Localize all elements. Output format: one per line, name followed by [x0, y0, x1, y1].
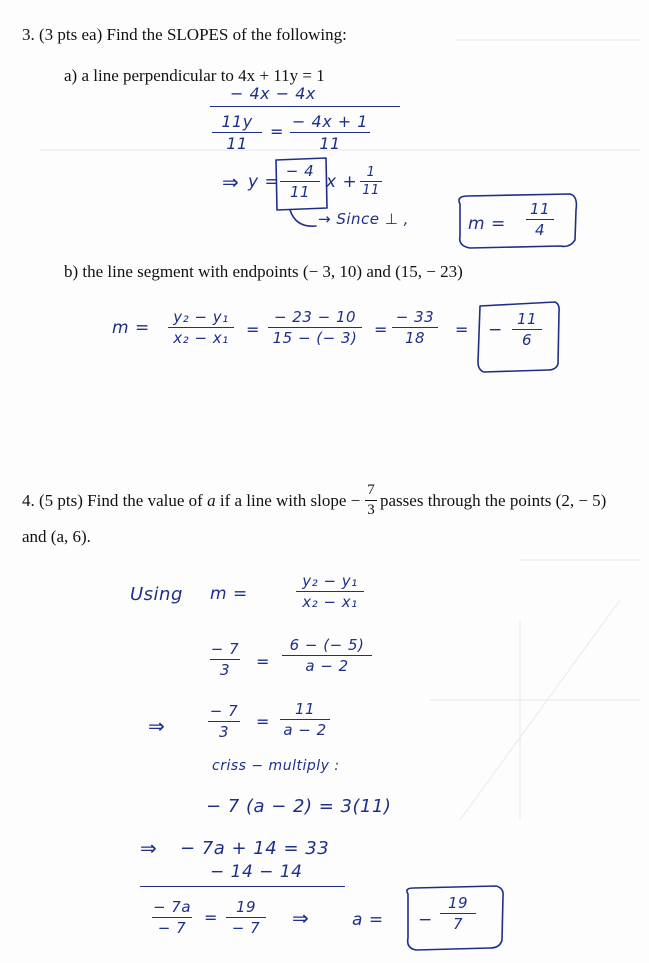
work-4-arrow1: ⇒ [148, 714, 166, 738]
work-4-step2-rhs: 6 − (− 5) a − 2 [282, 636, 372, 675]
work-a-lhs-fraction [212, 112, 262, 153]
work-b-m-equals: m = [112, 318, 150, 338]
work-4-answer-fraction [440, 894, 476, 933]
q4-line1-post: passes through the points (2, − 5) [380, 491, 607, 510]
work-b-sub-den: 15 − (− 3) [272, 329, 358, 347]
q3-part-a: a) a line perpendicular to 4x + 11y = 1 [64, 66, 325, 85]
work-4-m-equals: m = [210, 584, 248, 604]
work-a-lhs-num: 11y [221, 112, 253, 131]
work-b-eq2: = [374, 320, 388, 339]
q4-var-a: a [207, 491, 216, 510]
work-a-subtract-row: − 4x − 4x [230, 84, 316, 103]
work-a-rhs-fraction [290, 112, 370, 153]
work-a-divider [210, 106, 400, 107]
work-4-step5: − 7a + 14 = 33 [180, 838, 330, 859]
work-4-answer-den: 7 [452, 915, 464, 933]
work-b-formula-num: y₂ − y₁ [173, 308, 229, 326]
work-b-eq1: = [246, 320, 260, 339]
work-b-simplified-den: 18 [404, 329, 426, 347]
q4-slope-den: 3 [367, 502, 375, 518]
work-a-rhs-num: − 4x + 1 [292, 112, 368, 131]
q4-line1-mid: if a line with slope − [215, 491, 361, 510]
work-4-a-equals: a = [352, 910, 384, 930]
work-a-answer-den: 4 [534, 221, 546, 239]
work-4-step2-eq: = [256, 652, 270, 671]
work-4-arrow3: ⇒ [292, 906, 310, 930]
work-b-answer-sign: − [488, 320, 503, 340]
work-4-cross-multiply: criss − multiply : [212, 758, 340, 774]
work-4-answer-sign: − [418, 910, 433, 930]
q4-line2: and (a, 6). [22, 527, 91, 546]
work-4-step7-eq: = [204, 908, 218, 927]
work-b-formula-den: x₂ − x₁ [173, 329, 229, 347]
work-b-sub-num: − 23 − 10 [273, 308, 357, 326]
q3-part-b: b) the line segment with endpoints (− 3, 10) and (15, − 23) [64, 262, 463, 281]
work-b-simplified-fraction [392, 308, 438, 347]
work-4-formula-fraction [296, 572, 364, 611]
work-b-answer-den: 6 [521, 331, 533, 349]
work-4-step3-lhs: − 7 3 [209, 702, 239, 741]
work-a-rhs-den: 11 [319, 134, 341, 153]
work-b-answer-fraction [512, 310, 542, 349]
work-a-answer-fraction [526, 200, 554, 239]
work-a-lhs-den: 11 [226, 134, 248, 153]
work-a-m-equals: m = [468, 214, 506, 234]
work-b-formula-fraction [168, 308, 234, 347]
work-a-slope-den: 11 [289, 183, 311, 201]
work-4-divider [140, 886, 345, 887]
work-4-step6: − 14 − 14 [210, 862, 303, 882]
work-4-step2-lhs: − 7 3 [210, 640, 240, 679]
q4-line1 [22, 491, 360, 511]
work-a-const-den: 11 [362, 183, 380, 198]
q4-line1-pre: 4. (5 pts) Find the value of [22, 491, 208, 510]
work-a-const-fraction [360, 165, 382, 198]
q3-heading: 3. (3 pts ea) Find the SLOPES of the following: [22, 25, 347, 44]
work-4-using: Using [130, 584, 183, 605]
work-a-slope-fraction [280, 162, 320, 201]
work-4-formula-num: y₂ − y₁ [302, 572, 358, 590]
work-a-const-num: 1 [366, 165, 376, 180]
work-b-answer-num: 11 [516, 310, 538, 328]
q4-slope-num: 7 [367, 482, 375, 498]
work-b-eq3: = [455, 320, 469, 339]
work-4-arrow2: ⇒ [140, 836, 158, 860]
work-a-answer-num: 11 [529, 200, 551, 218]
work-4-step4: − 7 (a − 2) = 3(11) [206, 796, 392, 817]
work-a-x-plus: x + [326, 172, 358, 192]
work-a-arrow: ⇒ [222, 170, 240, 194]
work-4-step7-rhs: 19 − 7 [226, 898, 266, 937]
work-4-step7-lhs: − 7a − 7 [152, 898, 192, 937]
q4-slope-fraction [365, 482, 377, 519]
work-4-answer-num: 19 [447, 894, 469, 912]
work-4-step3-eq: = [256, 712, 270, 731]
work-4-formula-den: x₂ − x₁ [302, 593, 358, 611]
work-a-y-equals: y = [248, 172, 280, 192]
work-b-simplified-num: − 33 [395, 308, 435, 326]
work-b-sub-fraction [268, 308, 362, 347]
work-a-since-perp: → Since ⊥ , [318, 210, 409, 228]
work-4-step3-rhs: 11 a − 2 [280, 700, 330, 739]
work-a-equals: = [270, 122, 284, 141]
work-a-slope-num: − 4 [285, 162, 315, 180]
